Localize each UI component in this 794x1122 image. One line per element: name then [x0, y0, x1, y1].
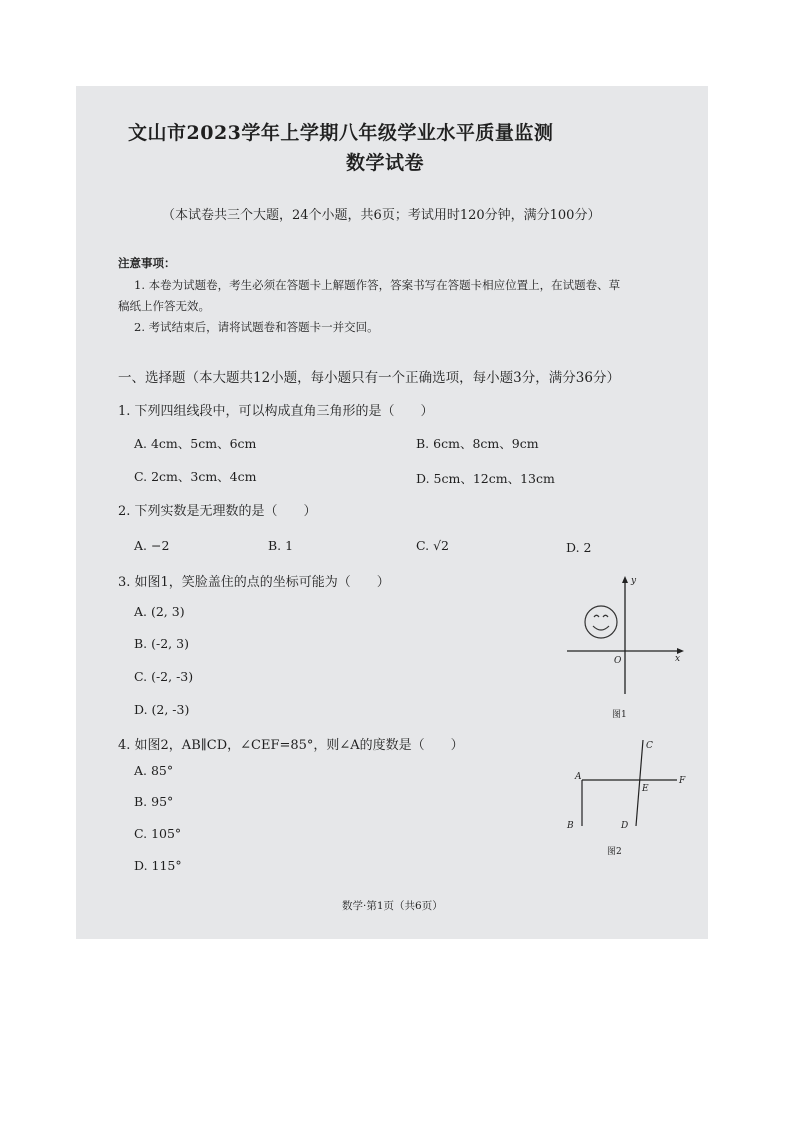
figure-2-label-e: E — [642, 784, 649, 794]
figure-1-x-label: x — [675, 654, 681, 664]
figure-2-line-cd — [636, 740, 643, 826]
question-3-stem: 3. 如图1，笑脸盖住的点的坐标可能为（ ） — [118, 575, 390, 590]
page-footer: 数学·第1页（共6页） — [342, 900, 443, 912]
question-4-option-d: D. 115° — [134, 858, 182, 873]
notes-item2: 2. 考试结束后，请将试题卷和答题卡一并交回。 — [134, 320, 379, 334]
question-2-option-a: A. −2 — [134, 538, 170, 553]
notes-item1-line1: 1. 本卷为试题卷，考生必须在答题卡上解题作答，答案书写在答题卡相应位置上，在试题卷、草 — [134, 278, 621, 292]
figure-2-label-b: B — [567, 821, 574, 831]
figure-2-label-a: A — [575, 772, 582, 782]
question-1-option-d: D. 5cm、12cm、13cm — [416, 471, 555, 486]
figure-1-y-arrow — [622, 576, 628, 583]
figure-1-origin-label: O — [614, 656, 622, 666]
question-3-option-d: D. (2, -3) — [134, 702, 190, 717]
exam-page — [76, 86, 708, 939]
exam-title-line1: 文山市2023学年上学期八年级学业水平质量监测 — [128, 122, 554, 144]
question-2-option-b: B. 1 — [268, 538, 294, 553]
question-4-stem: 4. 如图2，AB∥CD，∠CEF=85°，则∠A的度数是（ ） — [118, 738, 464, 753]
question-1-option-b: B. 6cm、8cm、9cm — [416, 436, 539, 451]
section1-heading: 一、选择题（本大题共12小题，每小题只有一个正确选项，每小题3分，满分36分） — [118, 370, 620, 386]
figure-2-label-d: D — [621, 821, 629, 831]
figure-1-coordinate-plane — [562, 570, 702, 720]
figure-2-label-c: C — [646, 741, 653, 751]
question-1-option-a: A. 4cm、5cm、6cm — [134, 436, 257, 451]
smiley-face-icon — [585, 606, 617, 638]
figure-2-caption: 图2 — [607, 847, 622, 857]
question-4-option-c: C. 105° — [134, 826, 182, 841]
question-2-option-d: D. 2 — [566, 540, 592, 555]
figure-2-label-f: F — [679, 776, 686, 786]
figure-1-caption: 图1 — [612, 710, 627, 720]
question-4-option-a: A. 85° — [134, 763, 174, 778]
question-3-option-c: C. (-2, -3) — [134, 669, 194, 684]
notes-item1-line2: 稿纸上作答无效。 — [118, 299, 210, 313]
figure-2-parallel-lines — [562, 734, 692, 859]
question-4-option-b: B. 95° — [134, 794, 174, 809]
question-1-option-c: C. 2cm、3cm、4cm — [134, 469, 257, 484]
figure-1-y-label: y — [631, 576, 637, 586]
exam-title-line2: 数学试卷 — [346, 152, 425, 174]
exam-subtitle: （本试卷共三个大题，24个小题，共6页；考试用时120分钟，满分100分） — [162, 208, 601, 223]
question-2-option-c: C. √2 — [416, 538, 449, 553]
question-1-stem: 1. 下列四组线段中，可以构成直角三角形的是（ ） — [118, 404, 434, 419]
notes-heading: 注意事项： — [118, 256, 176, 270]
question-3-option-b: B. (-2, 3) — [134, 636, 189, 651]
question-2-stem: 2. 下列实数是无理数的是（ ） — [118, 504, 317, 519]
question-3-option-a: A. (2, 3) — [134, 604, 185, 619]
